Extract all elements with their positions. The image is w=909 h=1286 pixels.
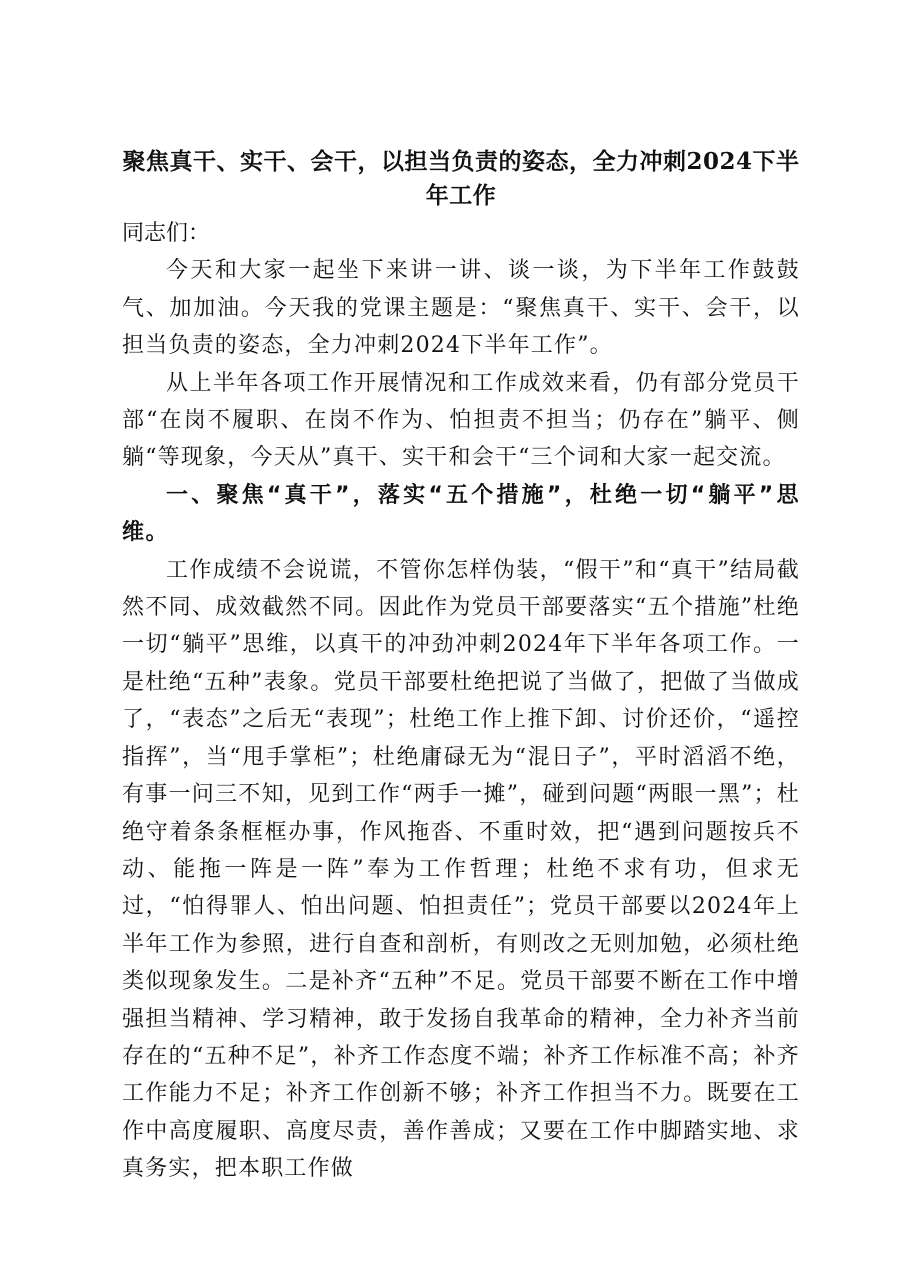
salutation: 同志们： <box>122 221 211 246</box>
section-body: 工作成绩不会说谎，不管你怎样伪装，“假干”和“真干”结局截然不同、成效截然不同。因此作为党员干部要落实“五个措施”杜绝一切“躺平”思维，以真干的冲劲冲刺2024年下半年各项工作。一是杜绝“五种”表象。党员干部要杜绝把说了当做了，把做了当做成了，“表态”之后无“表现”；杜绝工作上推下卸、讨价还价，“遥控指挥”，当“甩手掌柜”；杜绝庸碌无为“混日子”，平时滔滔不绝，有事一问三不知，见到工作“两手一摊”，碰到问题“两眼一黑”；杜绝守着条条框框办事，作风拖沓、不重时效，把“遇到问题按兵不动、能拖一阵是一阵”奉为工作哲理；杜绝不求有功，但求无过，“怕得罪人、怕出问题、怕担责任”；党员干部要以2024年上半年工作为参照，进行自查和剖析，有则改之无则加勉，必须杜绝类似现象发生。二是补齐“五种”不足。党员干部要不断在工作中增强担当精神、学习精神，敢于发扬自我革命的精神，全力补齐当前存在的“五种不足”，补齐工作态度不端；补齐工作标准不高；补齐工作能力不足；补齐工作创新不够；补齐工作担当不力。既要在工作中高度履职、高度尽责，善作善成；又要在工作中脚踏实地、求真务实，把本职工作做 <box>122 557 800 1182</box>
paragraph-intro: 今天和大家一起坐下来讲一讲、谈一谈，为下半年工作鼓鼓气、加加油。今天我的党课主题是：“聚焦真干、实干、会干，以担当负责的姿态，全力冲刺2024下半年工作”。 <box>122 258 800 359</box>
section-heading: 一、聚焦“真干”，落实“五个措施”，杜绝一切“躺平”思维。 <box>122 482 800 546</box>
document-page <box>122 145 800 1188</box>
paragraph-overview: 从上半年各项工作开展情况和工作成效来看，仍有部分党员干部“在岗不履职、在岗不作为、怕担责不担当；仍存在”躺平、侧躺“等现象，今天从”真干、实干和会干“三个词和大家一起交流。 <box>122 370 800 471</box>
document-title: 聚焦真干、实干、会干，以担当负责的姿态，全力冲刺2024下半年工作 <box>122 148 800 209</box>
